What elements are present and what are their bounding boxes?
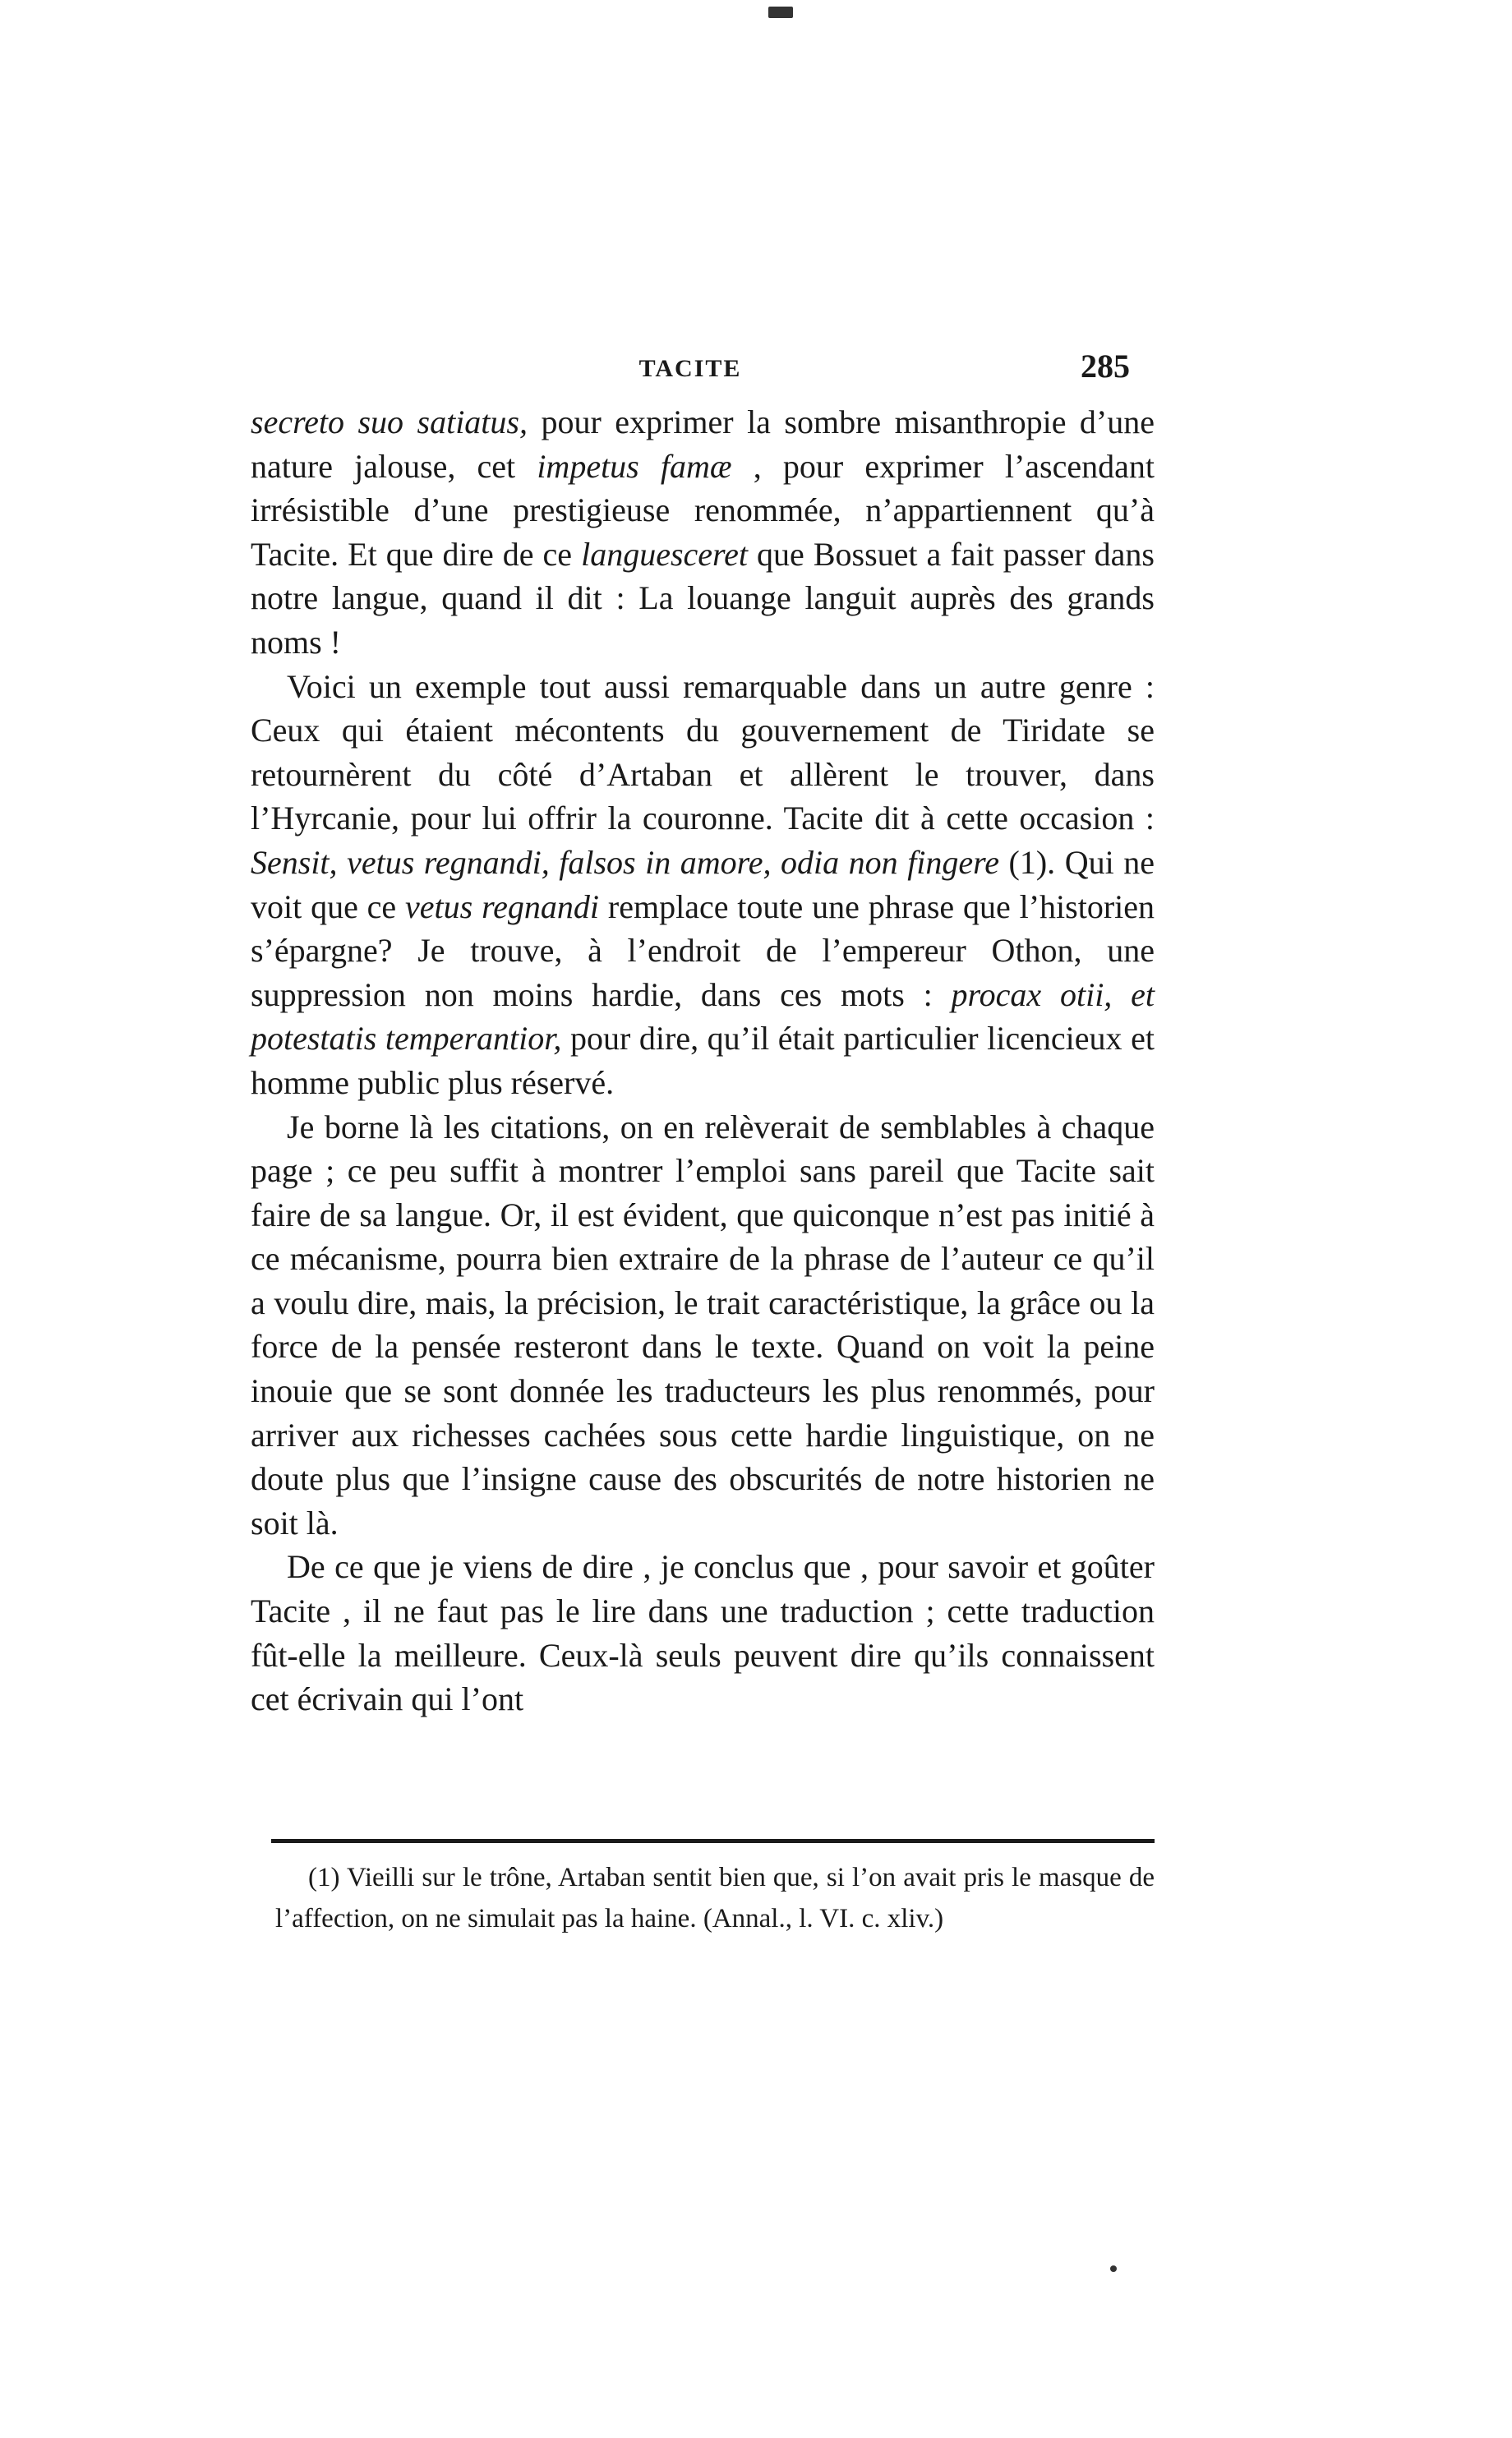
page-number: 285: [1081, 348, 1130, 385]
footnote-rule: [271, 1839, 1155, 1843]
italic-quote: Sensit, vetus regnandi, falsos in amore, odia non fingere: [251, 843, 1000, 881]
text-run: (1). Qui ne voit que ce: [251, 843, 1155, 925]
main-text: [251, 400, 1155, 1721]
italic-quote: languesceret: [581, 535, 748, 573]
text-run: De ce que je viens de dire , je conclus que , pour savoir et goûter Tacite , il ne faut pas le lire dans une traduction ; cette traduction fût-elle la meilleure. Ceux-là seuls peuvent dire qu’ils connaissent cet écrivain qui l’ont: [251, 1548, 1155, 1718]
paragraph: [251, 400, 1155, 665]
footnote-text: (1) Vieilli sur le trône, Artaban sentit bien que, si l’on avait pris le masque de l’affection, on ne simulait pas la haine. (Annal., l. VI. c. xliv.): [275, 1863, 1155, 1933]
text-run: que Bossuet a fait passer dans notre langue, quand il dit : La louange languit auprès des grands noms !: [251, 535, 1155, 661]
text-run: , pour exprimer l’ascendant irrésistible d’une prestigieuse renommée, n’appartiennent qu’à Tacite. Et que dire de ce: [251, 447, 1155, 573]
scan-speck: [1110, 2265, 1117, 2272]
italic-quote: procax otii, et potestatis temperantior,: [251, 975, 1155, 1058]
paragraph: [251, 1545, 1155, 1721]
paragraph: [251, 1105, 1155, 1546]
text-run: pour exprimer la sombre misanthropie d’une nature jalouse, cet: [251, 403, 1155, 485]
scan-speck: [768, 7, 793, 18]
paragraph: [251, 665, 1155, 1105]
running-head: TACITE: [638, 355, 742, 382]
text-run: Je borne là les citations, on en relèverait de semblables à chaque page ; ce peu suffit à montrer l’emploi sans pareil que Tacite sait faire de sa langue. Or, il est évident, que quiconque n’est pas initié à ce mécanisme, pourra bien extraire de la phrase de l’auteur ce qu’il a voulu dire, mais, la précision, le trait caractéristique, la grâce ou la force de la pensée resteront dans le texte. Quand on voit la peine inouie que se sont donnée les traducteurs les plus renommés, pour arriver aux richesses cachées sous cette hardie linguistique, on ne doute plus que l’insigne cause des obscurités de notre historien ne soit là.: [251, 1108, 1155, 1542]
italic-quote: secreto suo satiatus,: [251, 403, 528, 440]
footnote: [275, 1857, 1155, 1939]
text-run: pour dire, qu’il était particulier licencieux et homme public plus réservé.: [251, 1020, 1155, 1101]
text-run: remplace toute une phrase que l’historien s’épargne? Je trouve, à l’endroit de l’empereur Othon, une suppression non moins hardie, dans ces mots :: [251, 887, 1155, 1013]
italic-quote: vetus regnandi: [405, 887, 600, 925]
text-run: Voici un exemple tout aussi remarquable dans un autre genre : Ceux qui étaient mécontents du gouvernement de Tiridate se retournèrent du côté d’Artaban et allèrent le trouver, dans l’Hyrcanie, pour lui offrir la couronne. Tacite dit à cette occasion :: [251, 667, 1155, 837]
italic-quote: impetus famæ: [537, 447, 732, 485]
page-header: [251, 345, 1130, 394]
